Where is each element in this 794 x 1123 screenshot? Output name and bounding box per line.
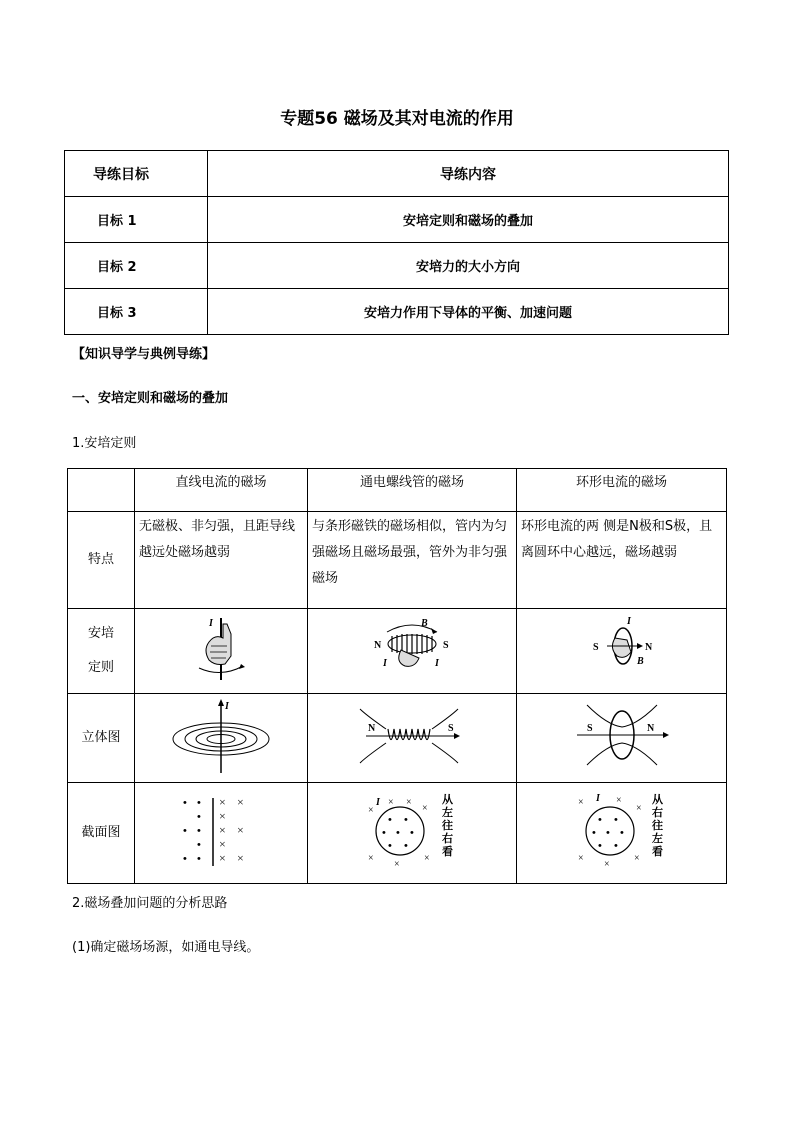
step1-text: (1)确定磁场场源，如通电导线。 [72,940,260,955]
loop-cross-section [572,791,672,871]
cross-symbol: × [219,823,226,837]
col-header-loop: 环形电流的磁场 [517,469,727,512]
row-label-section: 截面图 [68,783,135,884]
dot-symbol: • [605,827,610,839]
cross-symbol: × [368,853,374,864]
current-label: I [225,701,229,712]
cross-symbol: × [406,797,412,808]
right-hand-straight-wire-illustration [181,614,261,684]
col-header-solenoid: 通电螺线管的磁场 [308,469,517,512]
cross-symbol: × [633,853,640,864]
dot-symbol: • [197,797,201,809]
dot-symbol: • [410,827,414,839]
solid-loop-cell [517,694,727,783]
current-label: I [209,618,213,629]
cross-symbol: × [577,853,584,864]
cross-symbol: × [219,795,226,809]
dot-symbol: • [597,814,602,826]
cross-symbol: × [237,851,244,865]
north-label: N [368,723,376,734]
page-title: 专题56 磁场及其对电流的作用 [280,109,514,129]
ampere-straight-cell [135,609,308,694]
section-loop-cell [517,783,727,884]
section-solenoid-cell [308,783,517,884]
row-label-features: 特点 [68,512,135,609]
goals-table [64,150,729,335]
south-label: S [586,723,593,734]
field-label: B [636,656,644,667]
cross-symbol: × [237,795,244,809]
dot-symbol: • [197,853,201,865]
ampere-loop-cell [517,609,727,694]
feature-straight: 无磁极、非匀强，且距导线越远处磁场越弱 [135,512,308,609]
dot-symbol: • [183,797,187,809]
feature-loop: 环形电流的两 侧是N极和S极，且离圆环中心越远，磁场越弱 [517,512,727,609]
goals-row [65,289,729,335]
view-direction-text: 从左往右看 [442,794,453,858]
cross-symbol: × [615,795,622,806]
current-label: I [376,797,380,808]
solid-solenoid-cell [308,694,517,783]
dot-symbol: • [388,814,392,826]
ampere-rule-table [67,468,727,884]
cross-symbol: × [219,809,226,823]
dot-symbol: • [396,827,400,839]
feature-solenoid: 与条形磁铁的磁场相似，管内为匀强磁场且磁场最强，管外为非匀强磁场 [308,512,517,609]
goal-label: 目标 1 [65,197,208,243]
cross-symbol: × [422,803,428,814]
cross-symbol: × [603,859,610,870]
part1-heading: 一、安培定则和磁场的叠加 [72,391,229,406]
dot-symbol: • [619,827,624,839]
straight-wire-field-lines-3d [166,697,276,775]
dot-symbol: • [404,814,408,826]
row-label-solid: 立体图 [68,694,135,783]
ampere-solenoid-cell [308,609,517,694]
cross-symbol: × [424,853,430,864]
straight-wire-cross-section [181,792,261,870]
solenoid-cross-section [362,791,462,871]
north-label: N [374,640,382,651]
dot-symbol: • [591,827,596,839]
cross-symbol: × [388,797,394,808]
cmp-header-row [68,469,727,512]
cross-section-row [68,783,727,884]
cross-symbol: × [394,859,400,870]
col-header-straight: 直线电流的磁场 [135,469,308,512]
current-label: I [626,616,631,627]
goal-label: 目标 2 [65,243,208,289]
north-label: N [646,723,654,734]
cross-symbol: × [368,805,374,816]
row-label-ampere [68,609,135,694]
current-label: I [383,658,387,669]
dot-symbol: • [183,853,187,865]
current-label: I [595,793,600,804]
dot-symbol: • [197,811,201,823]
current-label: I [435,658,439,669]
cmp-corner-cell [68,469,135,512]
row-label-ampere-line2: 定则 [87,660,114,675]
row-label-ampere-line1: 安培 [87,626,114,641]
loop-field-lines-3d [567,697,677,775]
south-label: S [592,642,599,653]
ampere-rule-row [68,609,727,694]
goals-header-goal: 导练目标 [65,151,208,197]
north-label: N [644,642,652,653]
dot-symbol: • [197,839,201,851]
dot-symbol: • [382,827,386,839]
view-direction-text: 从右往左看 [651,794,663,858]
goals-header-row [65,151,729,197]
right-hand-loop-illustration [577,614,667,684]
solid-figure-row [68,694,727,783]
dot-symbol: • [404,840,408,852]
features-row [68,512,727,609]
cross-symbol: × [237,823,244,837]
sub1-heading: 1.安培定则 [72,436,137,451]
dot-symbol: • [613,840,618,852]
cross-symbol: × [577,797,584,808]
dot-symbol: • [197,825,201,837]
cross-symbol: × [219,837,226,851]
goal-label: 目标 3 [65,289,208,335]
goals-header-content: 导练内容 [208,151,729,197]
solenoid-field-lines-3d [352,701,472,771]
cross-symbol: × [635,803,642,814]
dot-symbol: • [597,840,602,852]
goals-row [65,197,729,243]
dot-symbol: • [388,840,392,852]
section-heading: 【知识导学与典例导练】 [72,347,216,362]
solid-straight-cell [135,694,308,783]
goals-row [65,243,729,289]
cross-symbol: × [219,851,226,865]
goal-content: 安培定则和磁场的叠加 [208,197,729,243]
south-label: S [443,640,449,651]
goal-content: 安培力的大小方向 [208,243,729,289]
section-straight-cell [135,783,308,884]
south-label: S [448,723,454,734]
dot-symbol: • [183,825,187,837]
sub2-heading: 2.磁场叠加问题的分析思路 [72,896,228,911]
field-label: B [421,618,428,629]
goal-content: 安培力作用下导体的平衡、加速问题 [208,289,729,335]
dot-symbol: • [613,814,618,826]
right-hand-solenoid-illustration [357,614,467,684]
